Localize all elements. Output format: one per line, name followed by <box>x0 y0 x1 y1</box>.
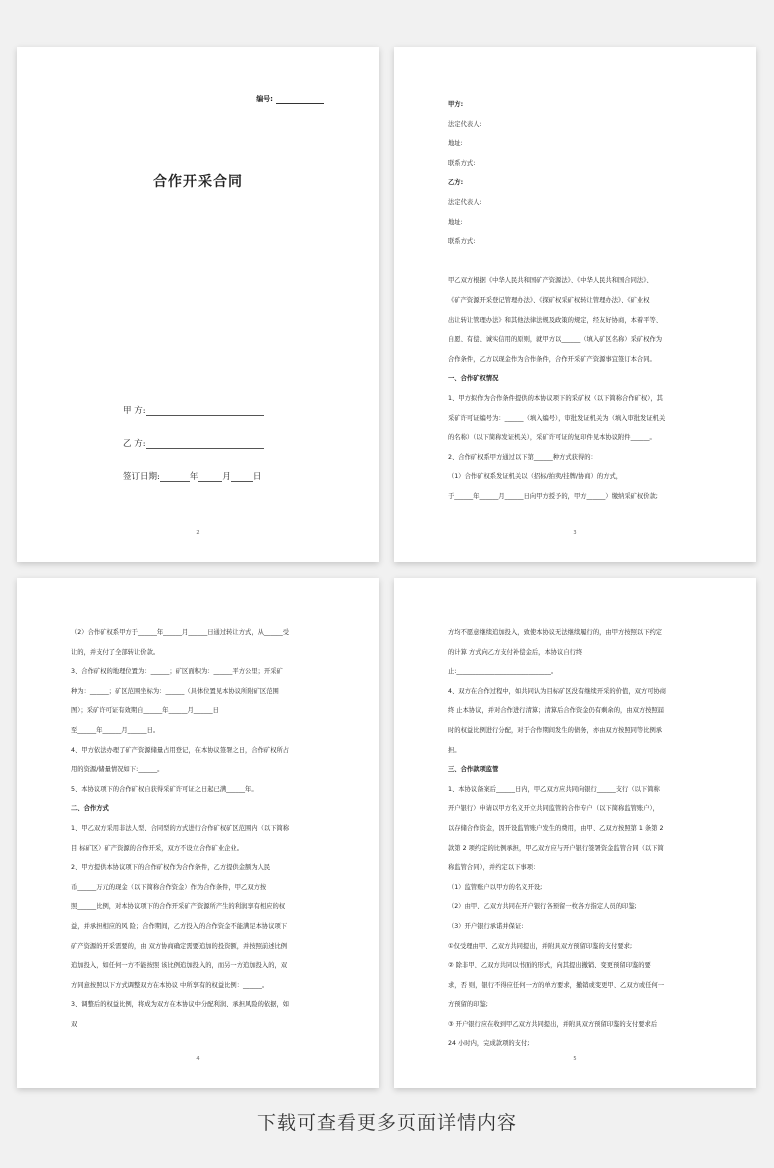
text-line: 用的资源/储量情况如下:______。 <box>71 766 164 774</box>
page-cover <box>17 47 379 562</box>
text-line <box>448 252 706 272</box>
text-line: 4、双方在合作过程中，如共同认为目标矿区没有继续开采的价值，双方可协商 <box>448 687 667 695</box>
sign-date-label: 签订日期: <box>123 472 160 482</box>
section-heading: 三、合作款项监管 <box>448 766 499 774</box>
month-blank <box>198 473 222 482</box>
text-line: 益，并承担相应的风 险；合作期间，乙方投入的合作资金不能满足本协议项下 <box>71 922 288 930</box>
text-line: 方预留的印鉴; <box>448 1001 488 1009</box>
text-line: （1）监管账户以甲方的名义开设; <box>448 883 543 891</box>
document-number-blank <box>276 97 324 104</box>
text-line: 称监管合同），并约定以下事项： <box>448 864 540 872</box>
section-heading: 一、合作矿权情况 <box>448 375 499 383</box>
text-line: 追加投入，如任何一方不能按照 该比例追加投入的，而另一方追加投入的，双 <box>71 962 288 970</box>
text-line: 联系方式: <box>448 238 476 246</box>
month-label: 月 <box>222 472 231 482</box>
document-number <box>256 94 324 104</box>
page-number: 4 <box>196 1056 200 1062</box>
day-label: 日 <box>252 472 262 482</box>
year-label: 年 <box>189 472 199 482</box>
section-heading: 乙方: <box>448 179 464 187</box>
text-line: ③ 开户银行应在收到甲乙双方共同提出，并附具双方预留印鉴的支付要求后 <box>448 1020 658 1028</box>
text-line: 时的权益比例进行分配，对于合作期间发生的债务，亦由双方按照同等比例承 <box>448 726 663 734</box>
page-body <box>71 623 329 1034</box>
text-line: 《矿产资源开采登记管理办法》、《探矿权采矿权转让管理办法》、《矿业权 <box>448 296 650 304</box>
text-line: 3、合作矿权的地理位置为：______；矿区面积为：______平方公里；开采矿 <box>71 668 283 676</box>
page-body <box>448 95 706 506</box>
text-line: 方均不愿意继续追加投入，致使本协议无法继续履行的，由甲方按照以下约定 <box>448 629 663 636</box>
page-number: 2 <box>196 530 200 536</box>
text-line: 4、甲方依法办理了矿产资源储量占用登记，在本协议签署之日，合作矿权所占 <box>71 746 290 754</box>
party-a-blank <box>146 407 264 416</box>
text-line: 照______比例，对本协议项下的合作开采矿产资源所产生的利润享有相应的权 <box>71 903 286 911</box>
text-line: （3）开户银行承诺并保证: <box>448 922 524 930</box>
text-line: 图）；采矿许可证有效期自______年______月______日 <box>71 707 219 715</box>
text-line: 款第 2 项约定的比例承担，甲乙双方应与开户银行签署资金监管合同（以下简 <box>448 844 664 852</box>
text-line: 地址: <box>448 218 463 226</box>
text-line: 自愿、有偿、诚实信用的原则，就甲方以______（填入矿区名称）采矿权作为 <box>448 336 663 344</box>
text-line: 双 <box>71 1020 78 1028</box>
text-line: 让的，并支付了全部转让价款。 <box>71 648 160 656</box>
text-line: 5、本协议项下的合作矿权自获得采矿许可证之日起已满______年。 <box>71 785 258 793</box>
text-line: 以存储合作资金，因开设监管账户发生的费用，由甲、乙双方按照第 1 条第 2 <box>448 824 664 832</box>
sign-date-line <box>123 470 261 482</box>
party-a-label: 甲 方: <box>123 406 146 416</box>
text-line: 3、调整后的权益比例，将成为双方在本协议中分配利润、承担风险的依据，如 <box>71 1001 290 1009</box>
text-line: 法定代表人: <box>448 120 482 128</box>
text-line: 2、甲方提供本协议项下的合作矿权作为合作条件，乙方提供金额为人民 <box>71 864 271 872</box>
text-line: ①仅受理由甲、乙双方共同提出，并附具双方预留印鉴的支付要求; <box>448 942 633 950</box>
text-line: 采矿许可证编号为：______（填入编号），审批发证机关为（填入审批发证机关 <box>448 414 666 422</box>
party-b-label: 乙 方: <box>123 439 146 449</box>
text-line: （2）由甲、乙双方共同在开户银行各预留一枚各方指定人员的印鉴; <box>448 903 637 911</box>
text-line: 矿产资源的开采需要的，由 双方协商确定需要追加的投资额，并按照前述比例 <box>71 942 288 950</box>
text-line: 于______年______月______日向甲方授予的，甲方______）缴纳采矿权价款; <box>448 492 658 500</box>
page-2 <box>394 47 756 562</box>
page-number: 5 <box>573 1056 577 1062</box>
section-heading: 甲方: <box>448 101 464 108</box>
text-line: 1、甲乙双方采用非法人型、合同型的方式进行合作矿权矿区范围内（以下简称 <box>71 824 290 832</box>
text-line: 联系方式: <box>448 159 476 167</box>
text-line: 币______万元的现金（以下简称合作资金）作为合作条件，甲乙双方按 <box>71 883 267 891</box>
party-b-signature-line <box>123 437 264 449</box>
text-line: 种为：______；矿区范围坐标为：______（具体位置见本协议所附矿区范围 <box>71 687 279 695</box>
text-line: 求，否 则，银行不得应任何一方的单方要求，撤销或变更甲、乙双方或任何一 <box>448 981 665 989</box>
text-line: 法定代表人: <box>448 198 482 206</box>
text-line: 的名称）（以下简称发证机关），采矿许可证的复印件见本协议附件______。 <box>448 434 656 442</box>
text-line: 至______年______月______日。 <box>71 726 160 734</box>
section-heading: 二、合作方式 <box>71 805 109 813</box>
page-body <box>448 623 706 1054</box>
text-line: 1、本协议备案后______日内，甲乙双方应共同向银行______支行（以下简称 <box>448 785 660 793</box>
text-line: 止:______________________________。 <box>448 668 558 676</box>
text-line: 1、甲方拟作为合作条件提供的本协议项下的采矿权（以下简称合作矿权），其 <box>448 394 663 402</box>
text-line: 2、合作矿权系甲方通过以下第______种方式获得的： <box>448 453 597 461</box>
page-4 <box>394 578 756 1088</box>
page-3 <box>17 578 379 1088</box>
text-line: 地址: <box>448 140 463 148</box>
text-line: 担。 <box>448 746 461 754</box>
text-line: 目 标矿区）矿产资源的合作开采，双方不设立合作矿业企业。 <box>71 844 244 852</box>
year-blank <box>160 473 190 482</box>
text-line: 甲乙双方根据《中华人民共和国矿产资源法》、《中华人民共和国合同法》、 <box>448 277 653 285</box>
document-number-label: 编号: <box>256 95 273 103</box>
text-line: 终 止本协议，并对合作进行清算；清算后合作资金仍有剩余的，由双方按照届 <box>448 707 665 715</box>
text-line: 方同意按照以下方式调整双方在本协议 中所享有的权益比例：______。 <box>71 981 269 989</box>
text-line: 的计算 方式向乙方支付补偿金后，本协议自行终 <box>448 648 583 656</box>
party-b-blank <box>146 440 264 449</box>
download-caption: 下载可查看更多页面详情内容 <box>256 1112 517 1134</box>
text-line: 24 小时内，完成款项的支付; <box>448 1040 530 1048</box>
page-number: 3 <box>573 530 577 536</box>
contract-title: 合作开采合同 <box>153 174 243 190</box>
text-line: 出让转让管理办法》和其他法律法规及政策的规定，经友好协商，本着平等、 <box>448 316 663 324</box>
text-line: ② 除非甲、乙双方共同以书面的形式，向其提出撤销、变更预留印鉴的要 <box>448 962 651 970</box>
party-a-signature-line <box>123 404 264 416</box>
text-line: 合作条件，乙方以现金作为合作条件，合作开采矿产资源事宜签订本合同。 <box>448 355 656 363</box>
text-line: （2）合作矿权系甲方于______年______月______日通过转让方式，从______受 <box>71 629 290 636</box>
text-line: 开户银行）申请以甲方名义开立共同监管的合作专户（以下简称监管账户）， <box>448 805 659 813</box>
day-blank <box>231 473 253 482</box>
text-line: （1）合作矿权系发证机关以（招标/拍卖/挂牌/协商）的方式， <box>448 473 623 481</box>
